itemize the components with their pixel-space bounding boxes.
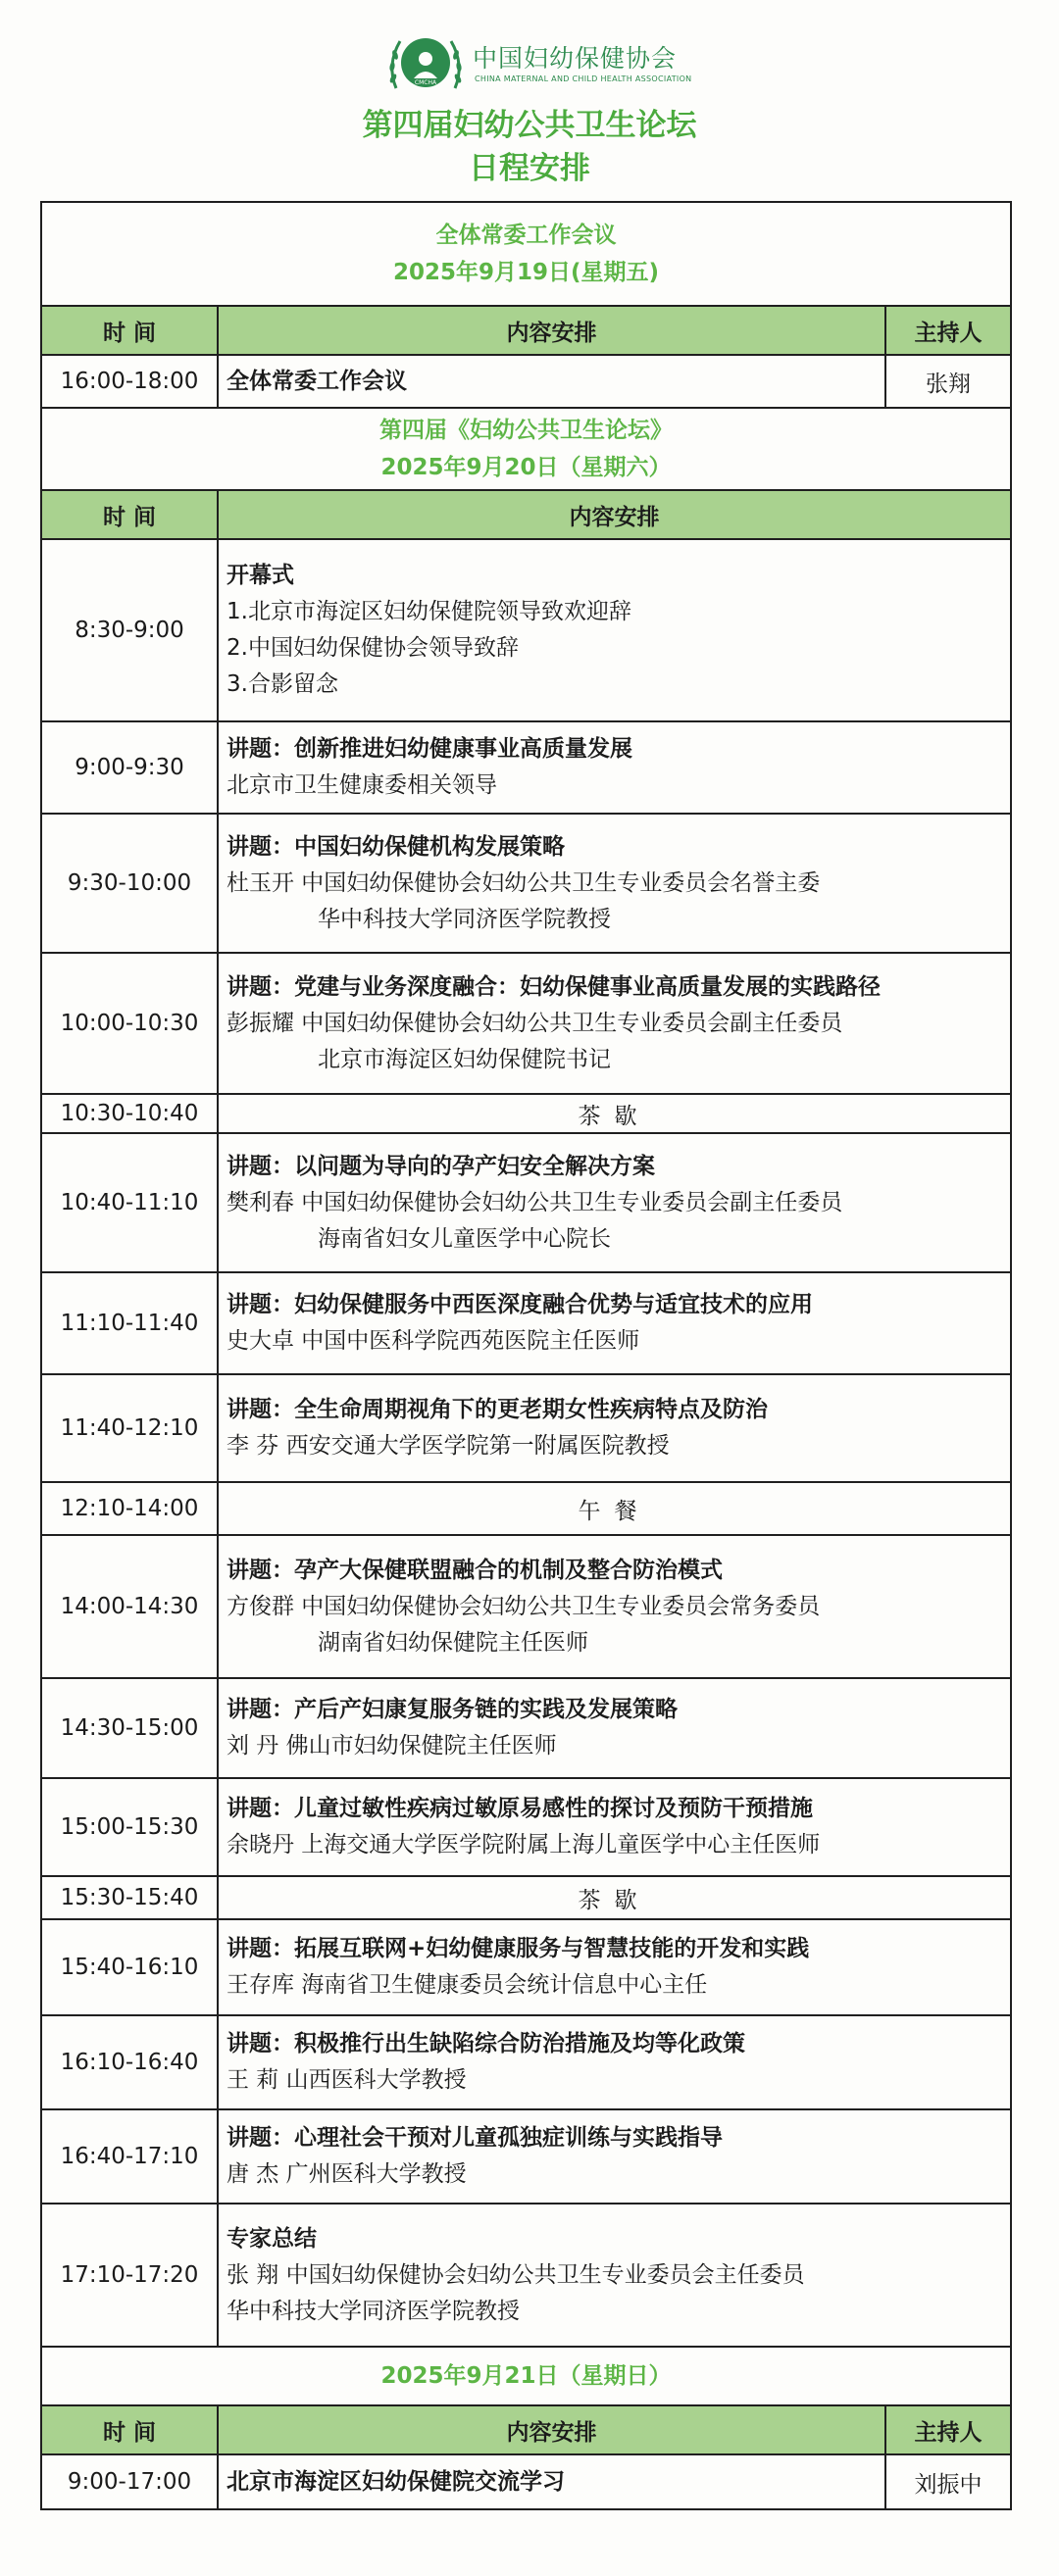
session-line: 北京市海淀区妇幼保健院书记 xyxy=(318,1046,611,1072)
table-row xyxy=(41,539,1011,721)
session-line: 方俊群 中国妇幼保健协会妇幼公共卫生专业委员会常务委员 xyxy=(227,1593,821,1619)
time-cell: 8:30-9:00 xyxy=(41,539,218,721)
time-cell: 9:00-17:00 xyxy=(41,2454,218,2509)
host-cell: 张翔 xyxy=(885,355,1011,408)
session-line: 王存库 海南省卫生健康委员会统计信息中心主任 xyxy=(227,1972,708,1998)
session-line: 华中科技大学同济医学院教授 xyxy=(227,2298,520,2324)
session-title: 讲题：妇幼保健服务中西医深度融合优势与适宜技术的应用 xyxy=(227,1292,813,1317)
time-cell: 10:30-10:40 xyxy=(41,1094,218,1133)
host-cell: 刘振中 xyxy=(885,2454,1011,2509)
col-header-host: 主持人 xyxy=(885,306,1011,355)
page-header xyxy=(0,0,1059,201)
table-row xyxy=(41,355,1011,408)
session-line: 1.北京市海淀区妇幼保健院领导致欢迎辞 xyxy=(227,599,631,624)
day1-banner-row xyxy=(41,202,1011,306)
session-title: 讲题：积极推行出生缺陷综合防治措施及均等化政策 xyxy=(227,2031,745,2056)
day1-header-row xyxy=(41,306,1011,355)
session-cell xyxy=(218,1133,1011,1272)
table-row xyxy=(41,2204,1011,2347)
day3-banner-row xyxy=(41,2347,1011,2405)
break-label: 茶歇 xyxy=(218,1094,1011,1133)
time-cell: 17:10-17:20 xyxy=(41,2204,218,2347)
time-cell: 10:00-10:30 xyxy=(41,953,218,1094)
day1-banner-date: 2025年9月19日(星期五) xyxy=(392,260,660,285)
page-title: 第四届妇幼公共卫生论坛 xyxy=(362,108,697,143)
day1-banner-title: 全体常委工作会议 xyxy=(435,223,617,248)
session-line: 张 翔 中国妇幼保健协会妇幼公共卫生专业委员会主任委员 xyxy=(227,2261,805,2288)
table-row xyxy=(41,953,1011,1094)
time-cell: 14:30-15:00 xyxy=(41,1678,218,1778)
session-cell xyxy=(218,1535,1011,1678)
session-title: 讲题：中国妇幼保健机构发展策略 xyxy=(227,833,565,860)
table-row xyxy=(41,1133,1011,1272)
time-cell: 10:40-11:10 xyxy=(41,1133,218,1272)
emblem-text: CMCHA xyxy=(414,79,437,86)
page-subtitle: 日程安排 xyxy=(469,151,590,186)
session-line: 李 芬 西安交通大学医学院第一附属医院教授 xyxy=(227,1433,670,1459)
session-cell xyxy=(218,2015,1011,2109)
col-header-content: 内容安排 xyxy=(218,490,1011,539)
time-cell: 9:30-10:00 xyxy=(41,814,218,953)
session-title: 开幕式 xyxy=(227,563,294,588)
table-row xyxy=(41,1919,1011,2015)
session-line: 刘 丹 佛山市妇幼保健院主任医师 xyxy=(227,1733,557,1759)
break-label: 茶歇 xyxy=(218,1876,1011,1919)
table-row xyxy=(41,2454,1011,2509)
session-cell xyxy=(218,2109,1011,2204)
association-emblem-icon xyxy=(384,29,467,100)
session-line: 杜玉开 中国妇幼保健协会妇幼公共卫生专业委员会名誉主委 xyxy=(227,869,821,896)
time-cell: 14:00-14:30 xyxy=(41,1535,218,1678)
table-row xyxy=(41,814,1011,953)
session-line: 王 莉 山西医科大学教授 xyxy=(227,2067,467,2093)
session-cell xyxy=(218,1778,1011,1876)
session-cell xyxy=(218,1374,1011,1482)
table-row xyxy=(41,1374,1011,1482)
session-line: 湖南省妇幼保健院主任医师 xyxy=(318,1629,588,1656)
table-row xyxy=(41,2109,1011,2204)
session-title: 讲题：儿童过敏性疾病过敏原易感性的探讨及预防干预措施 xyxy=(227,1796,813,1821)
session-line: 华中科技大学同济医学院教授 xyxy=(318,906,611,932)
table-row xyxy=(41,1535,1011,1678)
org-name-en: CHINA MATERNAL AND CHILD HEALTH ASSOCIATION xyxy=(475,74,692,83)
time-cell: 15:30-15:40 xyxy=(41,1876,218,1919)
logo-row xyxy=(0,29,1059,100)
time-cell: 16:10-16:40 xyxy=(41,2015,218,2109)
session-title: 北京市海淀区妇幼保健院交流学习 xyxy=(218,2454,885,2509)
col-header-time: 时 间 xyxy=(41,490,218,539)
col-header-content: 内容安排 xyxy=(218,306,885,355)
time-cell: 12:10-14:00 xyxy=(41,1482,218,1535)
time-cell: 16:00-18:00 xyxy=(41,355,218,408)
session-title: 讲题：创新推进妇幼健康事业高质量发展 xyxy=(227,736,632,762)
session-cell xyxy=(218,721,1011,814)
session-line: 海南省妇女儿童医学中心院长 xyxy=(318,1225,611,1252)
time-cell: 9:00-9:30 xyxy=(41,721,218,814)
col-header-content: 内容安排 xyxy=(218,2405,885,2454)
table-row xyxy=(41,1876,1011,1919)
session-title: 讲题：产后产妇康复服务链的实践及发展策略 xyxy=(227,1697,678,1722)
table-row xyxy=(41,1778,1011,1876)
col-header-time: 时 间 xyxy=(41,2405,218,2454)
table-row xyxy=(41,1482,1011,1535)
session-title: 讲题：党建与业务深度融合：妇幼保健事业高质量发展的实践路径 xyxy=(227,973,881,1000)
col-header-host: 主持人 xyxy=(885,2405,1011,2454)
day3-banner-date: 2025年9月21日（星期日） xyxy=(41,2347,1011,2405)
session-cell xyxy=(218,2204,1011,2347)
session-cell xyxy=(218,1678,1011,1778)
day2-banner-row xyxy=(41,408,1011,490)
time-cell: 11:40-12:10 xyxy=(41,1374,218,1482)
session-line: 唐 杰 广州医科大学教授 xyxy=(227,2161,467,2187)
table-row xyxy=(41,1094,1011,1133)
time-cell: 11:10-11:40 xyxy=(41,1272,218,1374)
session-cell xyxy=(218,1272,1011,1374)
day3-header-row xyxy=(41,2405,1011,2454)
day2-header-row xyxy=(41,490,1011,539)
table-row xyxy=(41,1272,1011,1374)
session-cell xyxy=(218,539,1011,721)
org-name-cn: 中国妇幼保健协会 xyxy=(473,44,678,73)
schedule-table xyxy=(40,201,1012,2510)
session-title: 讲题：拓展互联网+妇幼健康服务与智慧技能的开发和实践 xyxy=(227,1936,810,1961)
time-cell: 15:40-16:10 xyxy=(41,1919,218,2015)
session-line: 2.中国妇幼保健协会领导致辞 xyxy=(227,635,519,661)
session-line: 史大卓 中国中医科学院西苑医院主任医师 xyxy=(227,1328,640,1354)
session-title: 讲题：以问题为导向的孕产妇安全解决方案 xyxy=(227,1153,655,1179)
table-row xyxy=(41,2015,1011,2109)
table-row xyxy=(41,1678,1011,1778)
session-line: 3.合影留念 xyxy=(227,671,338,697)
session-title: 讲题：全生命周期视角下的更老期女性疾病特点及防治 xyxy=(227,1397,768,1422)
time-cell: 16:40-17:10 xyxy=(41,2109,218,2204)
day2-banner-title: 第四届《妇幼公共卫生论坛》 xyxy=(379,418,673,443)
session-line: 北京市卫生健康委相关领导 xyxy=(227,772,497,798)
session-title: 讲题：心理社会干预对儿童孤独症训练与实践指导 xyxy=(227,2125,723,2151)
session-line: 余晓丹 上海交通大学医学院附属上海儿童医学中心主任医师 xyxy=(227,1832,821,1858)
table-row xyxy=(41,721,1011,814)
time-cell: 15:00-15:30 xyxy=(41,1778,218,1876)
session-cell xyxy=(218,1919,1011,2015)
session-cell xyxy=(218,953,1011,1094)
break-label: 午餐 xyxy=(218,1482,1011,1535)
session-line: 彭振耀 中国妇幼保健协会妇幼公共卫生专业委员会副主任委员 xyxy=(227,1010,843,1036)
col-header-time: 时 间 xyxy=(41,306,218,355)
day2-banner-date: 2025年9月20日（星期六） xyxy=(380,455,672,480)
session-title: 全体常委工作会议 xyxy=(218,355,885,408)
session-cell xyxy=(218,814,1011,953)
session-line: 樊利春 中国妇幼保健协会妇幼公共卫生专业委员会副主任委员 xyxy=(227,1189,843,1215)
session-title: 讲题：孕产大保健联盟融合的机制及整合防治模式 xyxy=(227,1557,723,1583)
session-title: 专家总结 xyxy=(227,2225,317,2252)
